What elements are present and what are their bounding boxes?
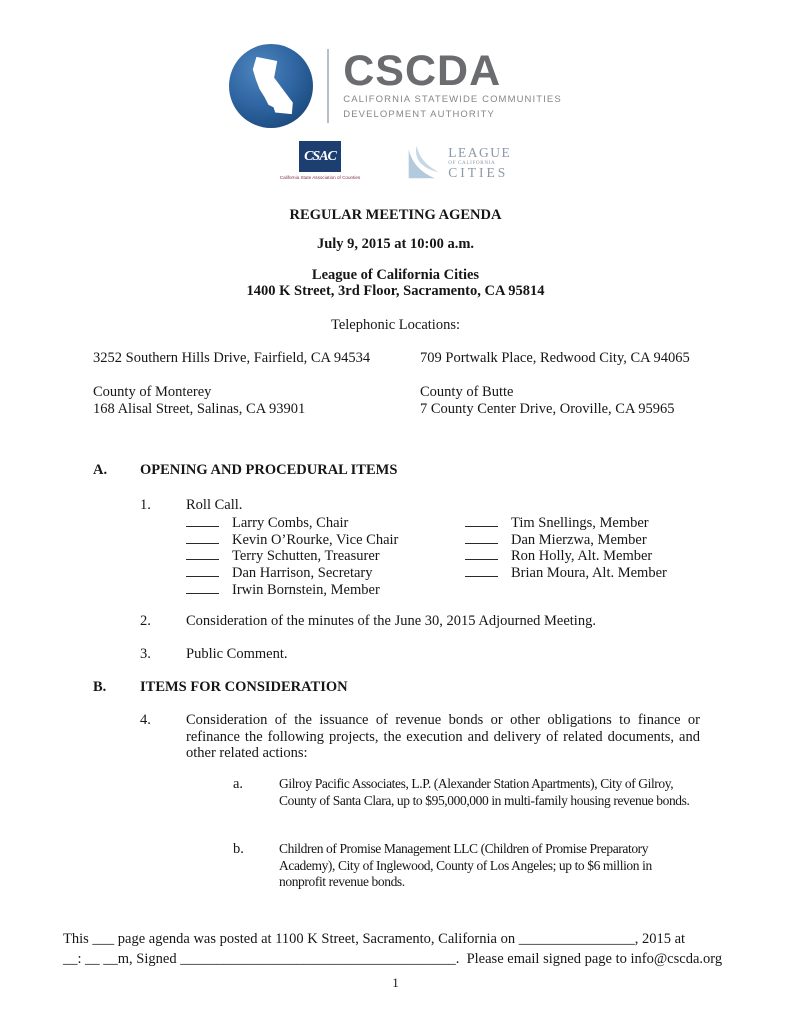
telephonic-location-monterey [93,384,305,417]
rollcall-blank-line [465,514,498,527]
league-logo [406,144,511,182]
monterey-county-name: County of Monterey [93,384,212,400]
rollcall-name: Dan Mierzwa, Member [511,531,647,548]
rollcall-blank-line [186,514,219,527]
cscda-subtitle-line1: CALIFORNIA STATEWIDE COMMUNITIES [343,94,562,105]
butte-county-name: County of Butte [420,384,514,400]
rollcall-entry [186,564,398,581]
posting-certification [63,930,722,969]
rollcall-name: Ron Holly, Alt. Member [511,548,653,565]
section-b-title: ITEMS FOR CONSIDERATION [140,679,348,695]
rollcall-entry [186,581,398,598]
rollcall-left-column [186,514,398,597]
posting-certification-line1: This ___ page agenda was posted at 1100 K Street, Sacramento, California on ________________, 2015 at [63,931,686,947]
rollcall-name: Terry Schutten, Treasurer [232,548,380,565]
rollcall-entry [465,531,667,548]
rollcall-name: Kevin O’Rourke, Vice Chair [232,531,399,548]
league-swoosh-icon [406,144,442,182]
venue-address: 1400 K Street, 3rd Floor, Sacramento, CA 95814 [246,283,545,299]
cscda-logo [0,44,791,128]
cscda-wordmark [343,47,562,121]
section-a-letter: A. [93,462,108,478]
meeting-datetime: July 9, 2015 at 10:00 a.m. [316,236,475,252]
telephonic-location-butte [420,384,675,417]
rollcall-blank-line [465,547,498,560]
partner-logos [0,141,791,182]
rollcall-name: Irwin Bornstein, Member [232,581,380,598]
rollcall-entry [186,531,398,548]
venue-name: League of California Cities [311,267,480,283]
rollcall-blank-line [186,531,219,544]
item1-text: Roll Call. [186,497,243,513]
rollcall-entry [465,564,667,581]
league-line3: CITIES [448,165,509,180]
item3-text: Public Comment. [186,646,288,662]
section-a-title: OPENING AND PROCEDURAL ITEMS [140,462,398,478]
rollcall-entry [186,547,398,564]
telephonic-location-fairfield: 3252 Southern Hills Drive, Fairfield, CA 94534 [93,350,371,366]
csac-acronym: CSAC [304,148,336,164]
item4a-text: Gilroy Pacific Associates, L.P. (Alexander Station Apartments), City of Gilroy, County of Santa Clara, up to $95,000,000 in multi-family housing revenue bonds. [279,776,690,808]
cscda-acronym: CSCDA [343,47,502,95]
logo-divider [327,49,329,123]
butte-address: 7 County Center Drive, Oroville, CA 95965 [420,400,675,417]
rollcall-blank-line [465,564,498,577]
telephonic-location-redwood-city: 709 Portwalk Place, Redwood City, CA 94065 [420,350,690,366]
rollcall-blank-line [186,547,219,560]
telephonic-locations-label: Telephonic Locations: [330,317,461,333]
rollcall-right-column [465,514,667,581]
monterey-address: 168 Alisal Street, Salinas, CA 93901 [93,400,306,417]
item4-number: 4. [140,712,151,728]
rollcall-entry [465,547,667,564]
item4b-text: Children of Promise Management LLC (Children of Promise Preparatory Academy), City of Inglewood, County of Los Angeles; up to $6 million in nonprofit revenue bonds. [279,841,652,890]
csac-logo-box [299,141,341,172]
cscda-subtitle-line2: DEVELOPMENT AUTHORITY [343,109,495,120]
rollcall-blank-line [186,581,219,594]
rollcall-name: Larry Combs, Chair [232,515,349,531]
rollcall-blank-line [465,531,498,544]
california-state-shape-icon [245,53,297,119]
rollcall-entry [186,514,398,531]
page-number: 1 [392,975,399,990]
league-wordmark [448,147,511,179]
league-line2: OF CALIFORNIA [448,160,496,166]
agenda-title: REGULAR MEETING AGENDA [289,207,502,223]
posting-certification-line2: __: __ __m, Signed ______________________________________. Please email signed page to info@cscda.org [63,950,723,967]
league-line1: LEAGUE [448,145,512,160]
rollcall-name: Brian Moura, Alt. Member [511,565,667,582]
item4-text: Consideration of the issuance of revenue bonds or other obligations to finance or refinance the following projects, the execution and delivery of related documents, and other related actions: [186,712,700,762]
item1-number: 1. [140,497,151,513]
rollcall-entry [465,514,667,531]
item4b-letter: b. [233,841,244,857]
item2-number: 2. [140,613,151,629]
section-b-letter: B. [93,679,107,695]
rollcall-name: Dan Harrison, Secretary [232,565,373,582]
item2-text: Consideration of the minutes of the June 30, 2015 Adjourned Meeting. [186,613,596,629]
item4a-letter: a. [233,776,244,792]
csac-caption: California State Association of Counties [279,174,361,180]
csac-logo [280,141,360,180]
rollcall-blank-line [186,564,219,577]
california-globe-icon [229,44,313,128]
rollcall-name: Tim Snellings, Member [511,515,649,531]
item3-number: 3. [140,646,151,662]
